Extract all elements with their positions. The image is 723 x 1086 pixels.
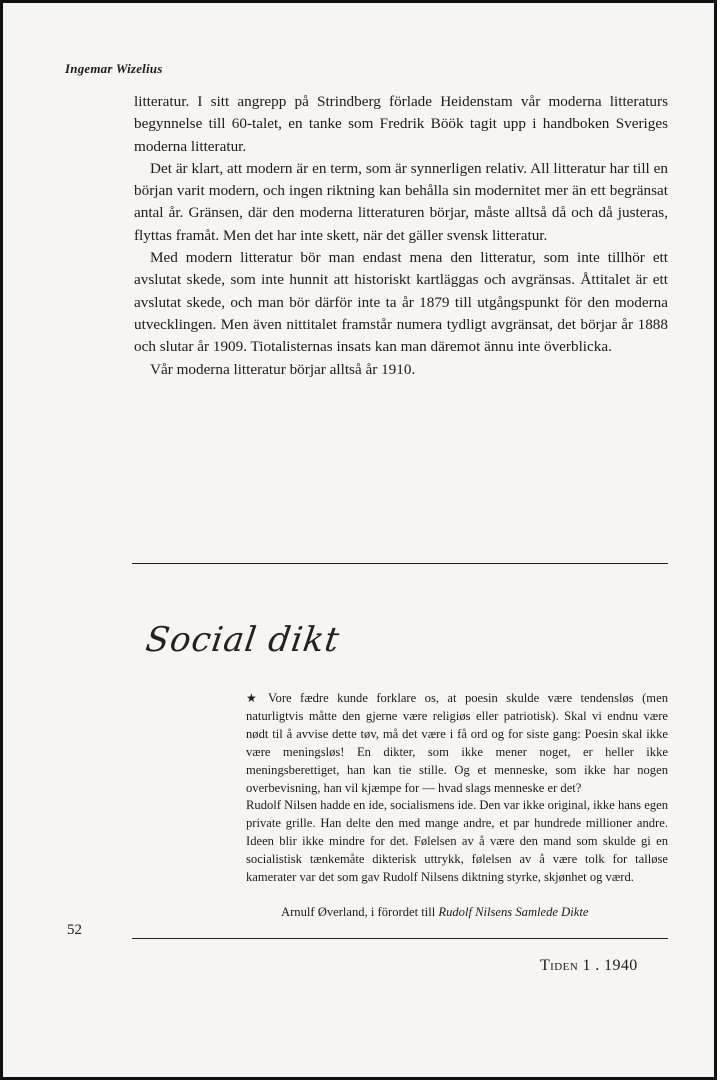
page-number: 52 xyxy=(67,922,82,938)
attribution-author: Arnulf Øverland, i förordet till xyxy=(281,905,439,919)
section-divider-top xyxy=(132,563,668,564)
quote-paragraph xyxy=(246,690,668,797)
attribution-work-title: Rudolf Nilsens Samlede Dikte xyxy=(438,905,589,919)
essay-paragraph: Det är klart, att modern är en term, som är synnerligen relativ. All litteratur har till en början varit modern, och ingen riktning kan behålla sin modernitet mer än ett begränsat antal år. Gränsen, där den moderna litteraturen börjar, måste alltså då och då justeras, flyttas framåt. Men det har inte skett, när det gäller svensk litteratur. xyxy=(134,159,668,244)
quote-attribution xyxy=(281,904,588,921)
quote-block xyxy=(246,690,668,887)
essay-paragraph: Med modern litteratur bör man endast mena den litteratur, som inte tillhör ett avslutat skede, som inte hunnit att historiskt kartläggas och avgränsas. Åttitalet är ett avslutat skede, och man bör därför inte ta år 1879 till utgångspunkt för den moderna utvecklingen. Men även nittitalet framstår numera tydligt avgränsat, det börjar år 1888 och slutar år 1909. Tiotalisternas insats kan man däremot ännu inte överblicka. xyxy=(134,249,668,356)
journal-name: Tiden xyxy=(540,957,579,974)
star-icon: ★ xyxy=(246,691,263,705)
essay-paragraph: Vår moderna litteratur börjar alltså år 1910. xyxy=(150,360,416,378)
quote-paragraph: Rudolf Nilsen hadde en ide, socialismens ide. Den var ikke original, ikke hans egen private grille. Han delte den med mange andre, et par hundrede millioner andre. Ideen blir ikke mindre for det. Følelsen av å være den mand som skulde gi en socialistisk tænkemåte dikterisk uttrykk, følelsen av å være tolk for talløse kamerater var det som gav Rudolf Nilsens diktning styrke, skjønhet og værd. xyxy=(246,798,668,885)
essay-paragraph: litteratur. I sitt angrepp på Strindberg förlade Heidenstam vår moderna litteraturs begynnelse till 60-talet, en tanke som Fredrik Böök tagit upp i handboken Sveriges moderna litteratur. xyxy=(134,93,668,155)
quote-text: Vore fædre kunde forklare os, at poesin skulde være tendensløs (men naturligtvis måtte den gjerne være religiøs eller patriotisk). Skal vi endnu være nødt til å avvise dette tøv, må det være i få ord og for siste gang: Poesin skal ikke være meningsløs! En dikter, som ikke mener noget, er heller ikke meningsberettiget, han kan tie stille. Og et menneske, som ikke har nogen overbevisning, han vil kjæmpe for — hvad slags menneske er det? xyxy=(246,691,668,795)
running-head: Ingemar Wizelius xyxy=(65,61,163,76)
journal-footer xyxy=(540,957,638,975)
essay-body xyxy=(134,91,668,381)
section-heading: Social dikt xyxy=(143,620,343,660)
journal-issue: 1 . 1940 xyxy=(582,957,638,974)
footer-rule xyxy=(132,938,668,939)
